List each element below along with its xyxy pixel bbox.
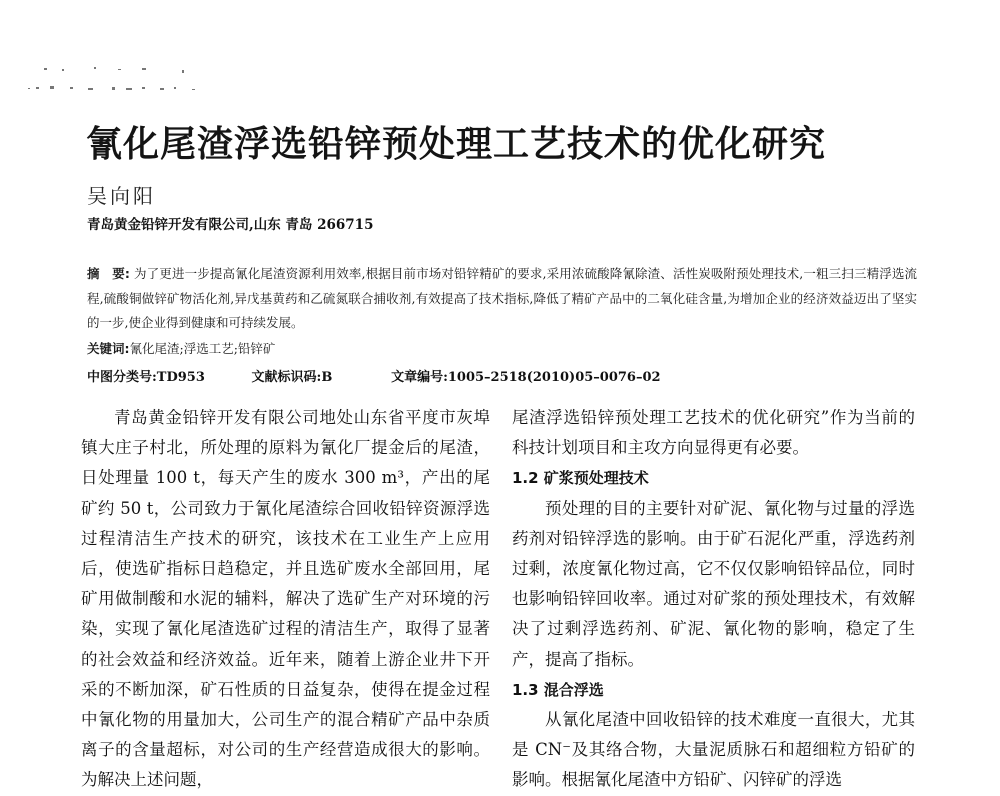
article-author: 吴向阳 <box>87 184 156 208</box>
body-paragraph: 青岛黄金铅锌开发有限公司地处山东省平度市灰埠镇大庄子村北，所处理的原料为氰化厂提金后的尾渣，日处理量 100 t，每天产生的废水 300 m³，产出的尾矿约 50 t，公司致力于氰化尾渣综合回收铅锌资源浮选过程清洁生产技术的研究，该技术在工业生产上应用后，使选矿指标日趋稳定，并且选矿废水全部回用，尾矿用做制酸和水泥的辅料，解决了选矿生产对环境的污染，实现了氰化尾渣选矿过程的清洁生产，取得了显著的社会效益和经济效益。近年来，随着上游企业井下开采的不断加深，矿石性质的日益复杂，使得在提金过程中氰化物的用量加大，公司生产的混合精矿产品中杂质离子的含量超标，对公司的生产经营造成很大的影响。为解决上述问题， <box>81 408 490 790</box>
classification-line <box>87 366 661 385</box>
document-code: 文献标识码:B <box>251 370 333 385</box>
body-paragraph: 预处理的目的主要针对矿泥、氰化物与过量的浮选药剂对铅锌浮选的影响。由于矿石泥化严重，浮选药剂过剩，浓度氰化物过高，它不仅仅影响铅锌品位，同时也影响铅锌回收率。通过对矿浆的预处理技术，有效解决了过剩浮选药剂、矿泥、氰化物的影响，稳定了生产，提高了指标。 <box>512 498 915 669</box>
keywords-label: 关键词: <box>87 341 130 356</box>
affiliation-org: 青岛黄金铅锌开发有限公司,山东 青岛 <box>87 217 313 233</box>
body-right-column <box>512 403 915 796</box>
abstract-label: 摘 要: <box>87 266 130 281</box>
body-left-column <box>81 403 490 796</box>
scan-noise-mark <box>22 60 212 100</box>
affiliation-postcode: 266715 <box>317 217 374 233</box>
keywords-text: 氰化尾渣;浮选工艺;铅锌矿 <box>129 341 276 356</box>
body-paragraph: 尾渣浮选铅锌预处理工艺技术的优化研究”作为当前的科技计划项目和主攻方向显得更有必要。 <box>512 408 915 458</box>
keywords <box>87 339 275 357</box>
abstract-text: 为了更进一步提高氰化尾渣资源利用效率,根据目前市场对铅锌精矿的要求,采用浓硫酸降氰除渣、活性炭吸附预处理技术,一粗三扫三精浮选流程,硫酸铜做锌矿物活化剂,异戊基黄药和乙硫氮联合捕收剂,有效提高了技术指标,降低了精矿产品中的二氧化硅含量,为增加企业的经济效益迈出了坚实的一步,使企业得到健康和可持续发展。 <box>87 266 917 330</box>
section-heading-1-2: 1.2 矿浆预处理技术 <box>512 469 649 488</box>
article-title: 氰化尾渣浮选铅锌预处理工艺技术的优化研究 <box>86 124 827 165</box>
article-number: 文章编号:1005–2518(2010)05–0076–02 <box>391 370 661 385</box>
abstract <box>87 262 917 336</box>
body-paragraph: 从氰化尾渣中回收铅锌的技术难度一直很大，尤其是 CN⁻及其络合物，大量泥质脉石和超细粒方铅矿的影响。根据氰化尾渣中方铅矿、闪锌矿的浮选 <box>512 710 915 790</box>
clc-number: 中图分类号:TD953 <box>87 370 205 385</box>
affiliation <box>87 213 373 233</box>
section-heading-1-3: 1.3 混合浮选 <box>512 680 604 699</box>
